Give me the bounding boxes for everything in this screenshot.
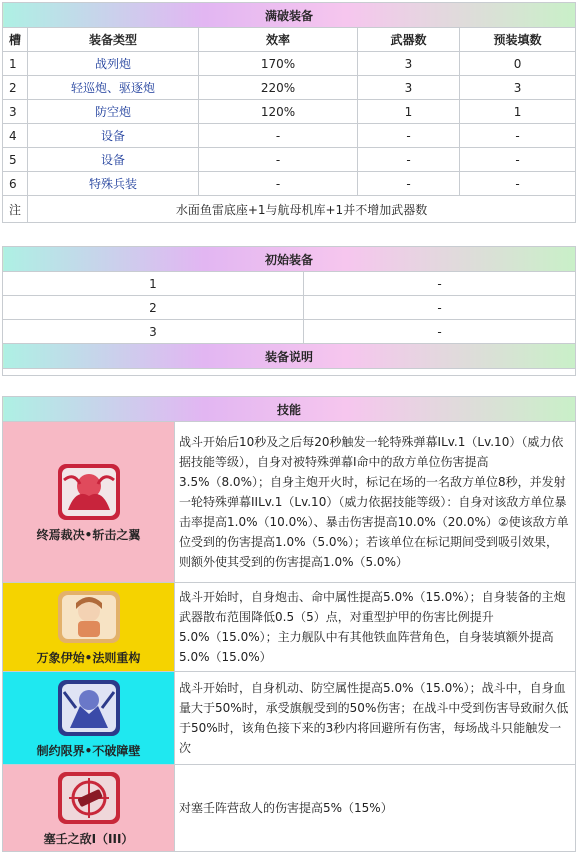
weapons-value: 3 xyxy=(358,76,460,100)
efficiency-value: - xyxy=(199,124,358,148)
skill-name-cell xyxy=(3,422,175,583)
chibi-girl-icon xyxy=(56,589,122,645)
skill-name: 万象伊始•法则重构 xyxy=(36,650,141,665)
slot-number: 5 xyxy=(3,148,28,172)
skill-name-cell xyxy=(3,672,175,765)
shield-maiden-icon xyxy=(56,678,122,738)
skill-row xyxy=(3,583,576,672)
slot-number: 2 xyxy=(3,76,28,100)
initial-equipment-title: 初始装备 xyxy=(3,247,576,272)
table-row xyxy=(3,172,576,196)
header-weapons: 武器数 xyxy=(358,28,460,52)
winged-girl-icon xyxy=(56,462,122,522)
preload-value: 0 xyxy=(460,52,576,76)
weapons-value: - xyxy=(358,172,460,196)
skill-name: 塞壬之敌I（III） xyxy=(43,831,134,846)
equip-type-link[interactable]: 设备 xyxy=(28,148,199,172)
efficiency-value: 170% xyxy=(199,52,358,76)
weapons-value: - xyxy=(358,124,460,148)
note-label: 注 xyxy=(3,196,28,223)
table-row xyxy=(3,320,576,344)
note-row xyxy=(3,196,576,223)
skill-name-cell xyxy=(3,765,175,852)
initial-item: - xyxy=(304,272,576,296)
slot-number: 3 xyxy=(3,100,28,124)
initial-item: - xyxy=(304,296,576,320)
table-row xyxy=(3,52,576,76)
preload-value: - xyxy=(460,172,576,196)
equipment-desc-body xyxy=(3,369,576,376)
full-break-title: 满破装备 xyxy=(3,3,576,28)
table-row xyxy=(3,296,576,320)
table-row xyxy=(3,148,576,172)
equipment-desc-title: 装备说明 xyxy=(3,344,576,369)
preload-value: - xyxy=(460,124,576,148)
table-row xyxy=(3,76,576,100)
table-row xyxy=(3,124,576,148)
note-text: 水面鱼雷底座+1与航母机库+1并不增加武器数 xyxy=(28,196,576,223)
skill-name-cell xyxy=(3,583,175,672)
slot-number: 4 xyxy=(3,124,28,148)
header-type: 装备类型 xyxy=(28,28,199,52)
column-headers xyxy=(3,28,576,52)
slot-number: 6 xyxy=(3,172,28,196)
slot-number: 1 xyxy=(3,52,28,76)
skill-description: 对塞壬阵营敌人的伤害提高5%（15%） xyxy=(175,765,576,852)
efficiency-value: - xyxy=(199,148,358,172)
equip-type-link[interactable]: 特殊兵装 xyxy=(28,172,199,196)
skill-name: 制约限界•不破障壁 xyxy=(36,743,141,758)
table-row xyxy=(3,272,576,296)
weapons-value: - xyxy=(358,148,460,172)
skill-name: 终焉裁决•斩击之翼 xyxy=(36,527,141,542)
table-row xyxy=(3,100,576,124)
efficiency-value: - xyxy=(199,172,358,196)
crosshair-cannon-icon xyxy=(56,770,122,826)
preload-value: 1 xyxy=(460,100,576,124)
skill-row xyxy=(3,422,576,583)
skill-row xyxy=(3,672,576,765)
skills-table xyxy=(2,396,576,852)
initial-item: - xyxy=(304,320,576,344)
efficiency-value: 120% xyxy=(199,100,358,124)
skill-description: 战斗开始后10秒及之后每20秒触发一轮特殊弹幕ILv.1（Lv.10）（威力依据技能等级），自身对被特殊弹幕I命中的敌方单位伤害提高3.5%（8.0%）；自身主炮开火时，标记在场的一名敌方单位8秒，并发射一轮特殊弹幕IILv.1（Lv.10）（威力依据技能等级）：自身对该敌方单位暴击率提高1.0%（10.0%）、暴击伤害提高10.0%（20.0%）②使该敌方单位受到的伤害提高1.0%（5.0%）；若该单位在标记期间受到吸引效果，则额外使其受到的伤害提高1.0%（5.0%） xyxy=(175,422,576,583)
weapons-value: 1 xyxy=(358,100,460,124)
skill-row xyxy=(3,765,576,852)
full-break-equipment-table xyxy=(2,2,576,223)
initial-equipment-table xyxy=(2,246,576,376)
efficiency-value: 220% xyxy=(199,76,358,100)
weapons-value: 3 xyxy=(358,52,460,76)
equip-type-link[interactable]: 轻巡炮、驱逐炮 xyxy=(28,76,199,100)
header-preload: 预装填数 xyxy=(460,28,576,52)
initial-slot: 3 xyxy=(3,320,304,344)
equip-type-link[interactable]: 战列炮 xyxy=(28,52,199,76)
skills-title: 技能 xyxy=(3,397,576,422)
header-efficiency: 效率 xyxy=(199,28,358,52)
initial-slot: 2 xyxy=(3,296,304,320)
equip-type-link[interactable]: 设备 xyxy=(28,124,199,148)
equip-type-link[interactable]: 防空炮 xyxy=(28,100,199,124)
preload-value: 3 xyxy=(460,76,576,100)
initial-slot: 1 xyxy=(3,272,304,296)
preload-value: - xyxy=(460,148,576,172)
skill-description: 战斗开始时，自身机动、防空属性提高5.0%（15.0%）；战斗中，自身血量大于50%时，承受旗舰受到的50%伤害；在战斗中受到伤害导致耐久低于50%时，该角色接下来的3秒内将回避所有伤害，每场战斗只能触发一次 xyxy=(175,672,576,765)
skill-description: 战斗开始时，自身炮击、命中属性提高5.0%（15.0%）；自身装备的主炮武器散布范围降低0.5（5）点，对重型护甲的伤害比例提升5.0%（15.0%）；主力舰队中有其他铁血阵营角色，自身装填额外提高5.0%（15.0%） xyxy=(175,583,576,672)
header-slot: 槽 xyxy=(3,28,28,52)
